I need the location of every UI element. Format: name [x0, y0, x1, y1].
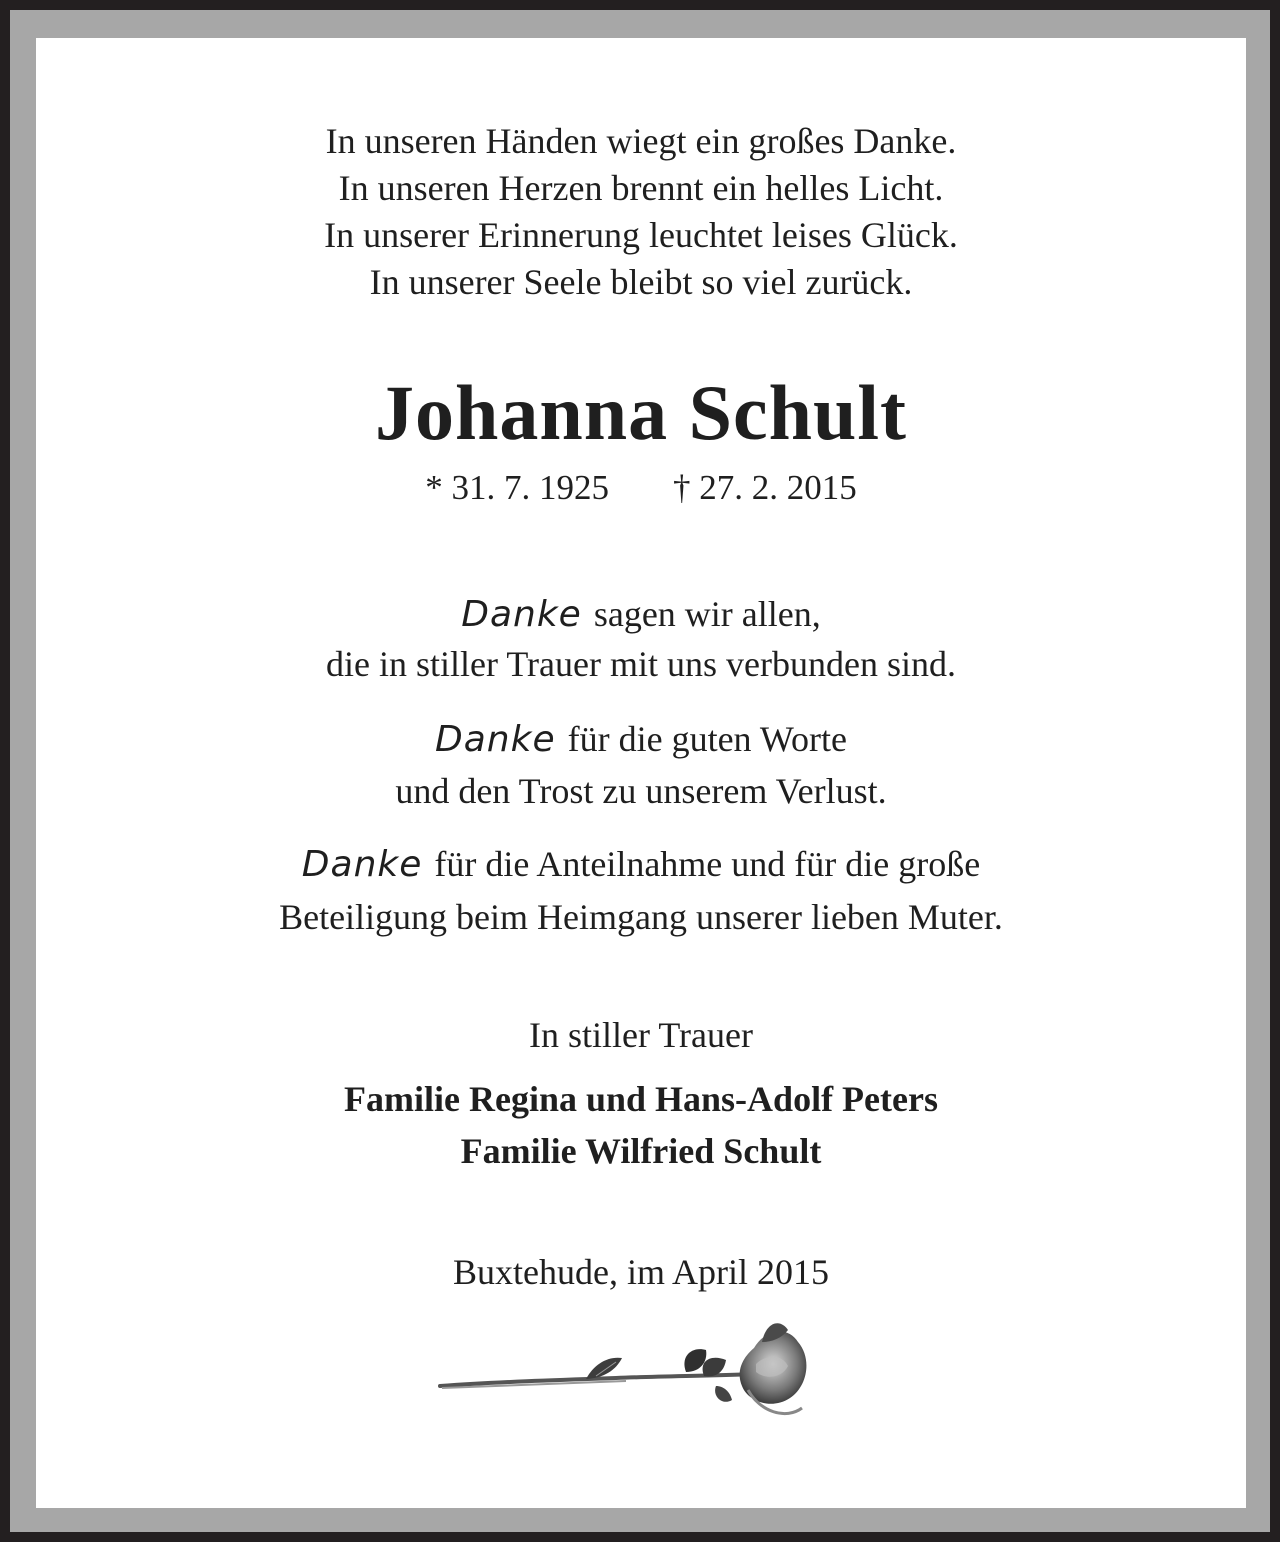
thanks-keyword: Danke	[461, 594, 582, 635]
deceased-name: Johanna Schult	[374, 369, 908, 456]
thanks-3-line-2: Beteiligung beim Heimgang unserer lieben Muter.	[279, 897, 1003, 937]
thanks-2-line-2: und den Trost zu unserem Verlust.	[395, 771, 887, 811]
thanks-text: für die guten Worte	[567, 719, 847, 759]
thanks-text: für die Anteilnahme und für die große	[434, 844, 981, 884]
thanks-keyword: Danke	[301, 844, 423, 885]
obituary-card	[36, 38, 1246, 1508]
birth-date: * 31. 7. 1925	[425, 468, 609, 507]
poem-line-1: In unseren Händen wiegt ein großes Danke.	[325, 121, 957, 161]
thanks-1-line-2: die in stiller Trauer mit uns verbunden sind.	[326, 644, 956, 684]
mourning-intro: In stiller Trauer	[529, 1015, 753, 1055]
thanks-3-line-1	[36, 840, 1246, 889]
thanks-text: sagen wir allen,	[593, 594, 821, 634]
place-date: Buxtehude, im April 2015	[453, 1252, 829, 1292]
rose-icon	[436, 1316, 816, 1426]
thanks-1-line-1	[36, 590, 1246, 639]
life-dates	[36, 467, 1246, 509]
poem-line-4: In unserer Seele bleibt so viel zurück.	[369, 262, 913, 302]
thanks-2-line-1	[36, 715, 1246, 764]
rose-bloom	[740, 1323, 807, 1413]
death-date: † 27. 2. 2015	[673, 468, 857, 507]
thanks-keyword: Danke	[435, 719, 556, 760]
poem-line-2: In unseren Herzen brennt ein helles Licht.	[338, 168, 944, 208]
family-1: Familie Regina und Hans-Adolf Peters	[344, 1079, 938, 1119]
poem-line-3: In unserer Erinnerung leuchtet leises Glück.	[324, 215, 958, 255]
family-2: Familie Wilfried Schult	[460, 1131, 822, 1171]
